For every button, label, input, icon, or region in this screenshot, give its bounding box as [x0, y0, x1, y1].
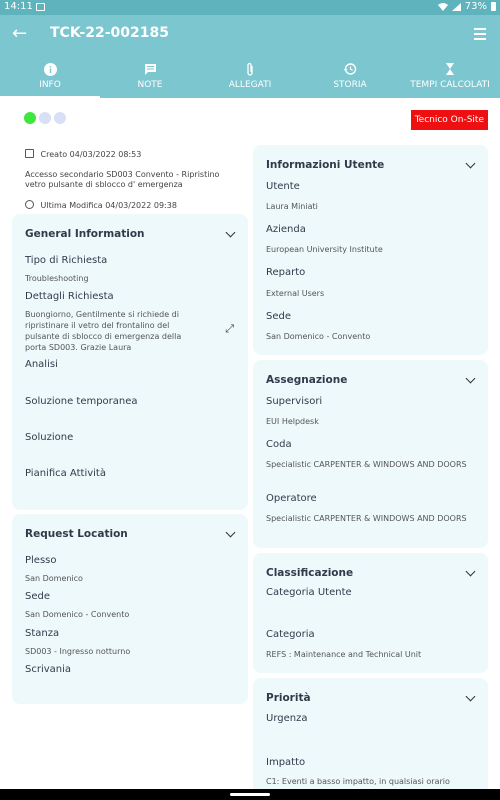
stanza-label: Stanza [25, 628, 60, 639]
urgenza-label: Urgenza [266, 713, 308, 724]
stanza-value: SD003 - Ingresso notturno [25, 647, 131, 656]
impatto-value: C1: Eventi a basso impatto, in qualsiasi orario [266, 777, 450, 786]
status-badge: Tecnico On-Site [411, 110, 488, 130]
created-row [25, 149, 141, 159]
scrivania-label: Scrivania [25, 664, 72, 675]
home-gesture-handle[interactable] [230, 793, 270, 796]
card-title: Informazioni Utente [266, 159, 385, 171]
sede-value: San Domenico - Convento [266, 332, 371, 341]
utente-value: Laura Miniati [266, 202, 318, 211]
plesso-label: Plesso [25, 555, 57, 566]
paperclip-icon [245, 62, 255, 77]
soluzione-label: Soluzione [25, 432, 74, 443]
card-title: Classificazione [266, 567, 354, 579]
general-information-card [12, 214, 248, 510]
chevron-down-icon[interactable] [466, 567, 476, 577]
chevron-down-icon[interactable] [466, 692, 476, 702]
expand-icon[interactable]: ⤢ [225, 322, 234, 335]
categoria-label: Categoria [266, 629, 315, 640]
battery-level: 73% [464, 1, 487, 12]
operatore-label: Operatore [266, 493, 317, 504]
informazioni-utente-card [253, 145, 488, 355]
back-arrow-icon[interactable]: ← [12, 23, 28, 44]
tab-tempi-label: TEMPI CALCOLATI [410, 80, 490, 90]
tab-bar [0, 55, 500, 98]
dettagli-richiesta-label: Dettagli Richiesta [25, 291, 114, 302]
ticket-subject: Accesso secondario SD003 Convento - Ripristino vetro pulsante di sblocco d' emergenza [25, 170, 220, 189]
analisi-label: Analisi [25, 359, 58, 370]
sede-value: San Domenico - Convento [25, 610, 130, 619]
sede-label: Sede [266, 311, 291, 322]
status-bar [0, 0, 500, 15]
wifi-icon [438, 3, 448, 11]
soluzione-temporanea-label: Soluzione temporanea [25, 396, 138, 407]
sede-label: Sede [25, 591, 50, 602]
pianifica-attivita-label: Pianifica Attività [25, 468, 106, 479]
created-value: 04/03/2022 08:53 [69, 150, 142, 159]
progress-dots [24, 112, 66, 124]
tab-tempi-calcolati[interactable] [400, 55, 500, 98]
tab-storia[interactable] [300, 55, 400, 98]
card-title: Priorità [266, 692, 311, 704]
tab-note-label: NOTE [137, 80, 163, 90]
tab-storia-label: STORIA [333, 80, 367, 90]
hourglass-icon [445, 62, 455, 76]
battery-icon [491, 2, 496, 11]
tab-allegati-label: ALLEGATI [228, 80, 272, 90]
tipo-richiesta-label: Tipo di Richiesta [25, 255, 108, 266]
utente-label: Utente [266, 181, 300, 192]
card-title: Request Location [25, 528, 128, 540]
info-icon [44, 63, 57, 76]
coda-label: Coda [266, 439, 292, 450]
chevron-down-icon[interactable] [226, 228, 236, 238]
progress-dot [54, 112, 66, 124]
coda-value: Specialistic CARPENTER & WINDOWS AND DOORS [266, 460, 467, 469]
reparto-value: External Users [266, 289, 325, 298]
hamburger-menu-icon[interactable] [474, 28, 486, 43]
system-navigation-bar [0, 789, 500, 800]
signal-icon [452, 3, 461, 11]
created-label: Creato [40, 150, 68, 159]
categoria-utente-label: Categoria Utente [266, 587, 352, 598]
history-icon [343, 62, 357, 76]
tab-info-label: INFO [39, 80, 61, 90]
calendar-icon [25, 149, 34, 158]
progress-dot [39, 112, 51, 124]
modified-row [25, 200, 177, 210]
tipo-richiesta-value: Troubleshooting [25, 274, 89, 283]
status-time: 14:11 [4, 1, 33, 12]
assegnazione-card [253, 360, 488, 548]
supervisori-value: EUI Helpdesk [266, 417, 319, 426]
tab-info[interactable] [0, 55, 100, 98]
chevron-down-icon[interactable] [466, 159, 476, 169]
impatto-label: Impatto [266, 757, 306, 768]
reparto-label: Reparto [266, 267, 306, 278]
modified-label: Ultima Modifica [40, 201, 103, 210]
priorita-card [253, 678, 488, 789]
chevron-down-icon[interactable] [226, 528, 236, 538]
request-location-card [12, 514, 248, 704]
supervisori-label: Supervisori [266, 396, 323, 407]
app-bar [0, 15, 500, 55]
card-title: General Information [25, 228, 145, 240]
classificazione-card [253, 553, 488, 673]
chevron-down-icon[interactable] [466, 374, 476, 384]
tab-allegati[interactable] [200, 55, 300, 98]
azienda-label: Azienda [266, 224, 306, 235]
operatore-value: Specialistic CARPENTER & WINDOWS AND DOORS [266, 514, 467, 523]
plesso-value: San Domenico [25, 574, 83, 583]
history-icon [25, 200, 34, 209]
tab-note[interactable] [100, 55, 200, 98]
image-notification-icon [36, 3, 45, 11]
azienda-value: European University Institute [266, 245, 383, 254]
note-icon [144, 63, 157, 76]
categoria-value: REFS : Maintenance and Technical Unit [266, 650, 422, 659]
modified-value: 04/03/2022 09:38 [105, 201, 177, 210]
progress-dot-active [24, 112, 36, 124]
ticket-title: TCK-22-002185 [50, 25, 170, 41]
card-title: Assegnazione [266, 374, 348, 386]
dettagli-richiesta-value: Buongiorno, Gentilmente si richiede di ripristinare il vetro del frontalino del pulsante di sblocco di emergenza della porta SD003. Grazie Laura [25, 310, 182, 352]
